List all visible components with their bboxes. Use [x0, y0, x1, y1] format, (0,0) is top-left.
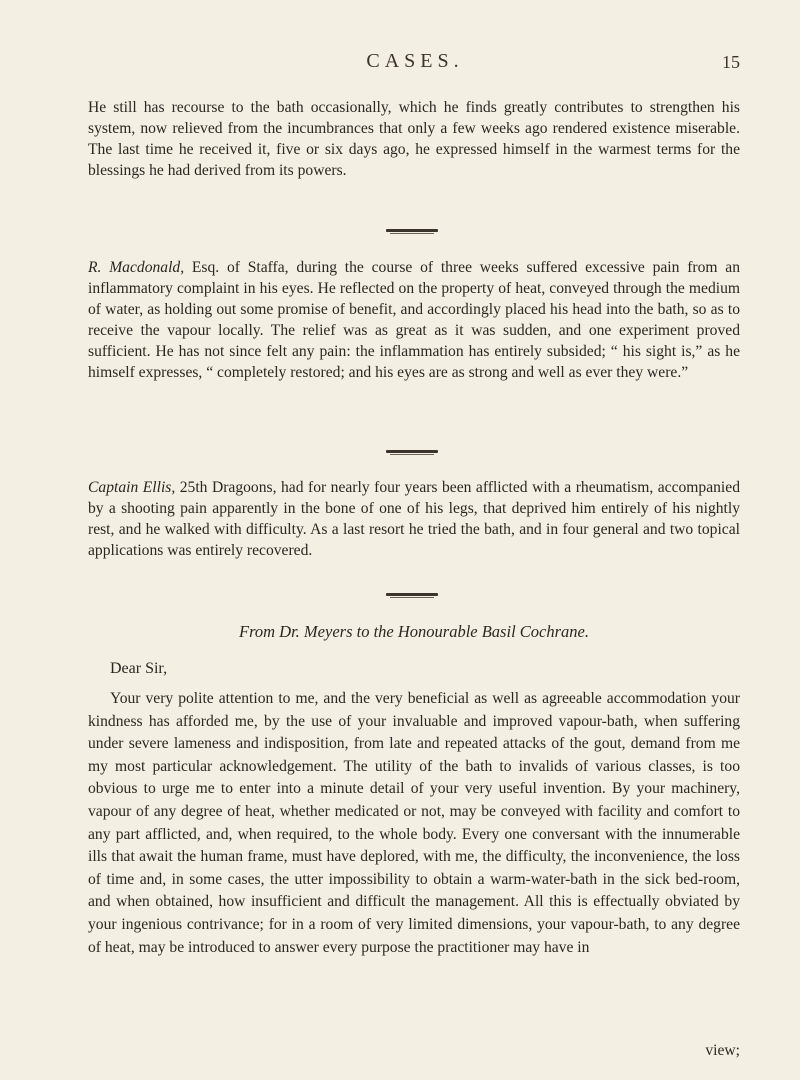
case-name-macdonald: R. Macdonald,	[88, 259, 185, 276]
catchword: view;	[705, 1042, 740, 1059]
paragraph-macdonald	[88, 258, 740, 383]
running-head: CASES.	[366, 50, 464, 72]
section-divider	[386, 593, 438, 596]
letter-salutation: Dear Sir,	[110, 660, 168, 677]
page-header	[90, 50, 740, 80]
letter-title: From Dr. Meyers to the Honourable Basil Cochrane.	[239, 622, 589, 641]
letter-body: Your very polite attention to me, and the very beneficial as well as agreeable accommodation your kindness has afforded me, by the use of your invaluable and improved vapour-bath, when suffering under severe lameness and indisposition, from late and repeated attacks of the gout, demand from me my most particular acknowledgement. The utility of the bath to invalids of various classes, is too obvious to urge me to enter into a minute detail of your very useful invention. By your machinery, vapour of any degree of heat, whether medicated or not, may be conveyed with facility and comfort to any part afflicted, and, when required, to the whole body. Every one conversant with the innumerable ills that await the human frame, must have deplored, with me, the difficulty, the inconvenience, the loss of time and, in some cases, the utter impossibility to obtain a warm-water-bath in the sick bed-room, and when obtained, how insufficient and difficult the management. All this is effectually obviated by your ingenious contrivance; for in a room of very limited dimensions, your vapour-bath, to any degree of heat, may be introduced to answer every purpose the practitioner may have in	[88, 690, 740, 956]
case-text-ellis: 25th Dragoons, had for nearly four years been afflicted with a rheumatism, accompanied by a shooting pain apparently in the bone of one of his legs, that deprived him entirely of his nightly rest, and he walked with difficulty. As a last resort he tried the bath, and in four general and two topical applications was entirely recovered.	[88, 479, 740, 559]
case-name-ellis: Captain Ellis,	[88, 479, 176, 496]
case-text-macdonald: Esq. of Staffa, during the course of three weeks suffered excessive pain from an inflammatory complaint in his eyes. He reflected on the property of heat, conveyed through the medium of water, as holding out some promise of benefit, and accordingly placed his head into the bath, so as to receive the vapour locally. The relief was as great as it was sudden, and one experiment proved sufficient. He has not since felt any pain: the inflammation has entirely subsided; “ his sight is,” as he himself expresses, “ completely restored; and his eyes are as strong and well as ever they were.”	[88, 259, 741, 381]
paragraph-ellis	[88, 478, 740, 562]
paragraph-recourse: He still has recourse to the bath occasionally, which he finds greatly contributes to strengthen his system, now relieved from the incumbrances that only a few weeks ago rendered existence miserable. The last time he received it, five or six days ago, he expressed himself in the warmest terms for the blessings he had derived from its powers.	[88, 99, 740, 179]
section-divider	[386, 229, 438, 232]
page-number: 15	[722, 52, 740, 72]
section-divider	[386, 450, 438, 453]
